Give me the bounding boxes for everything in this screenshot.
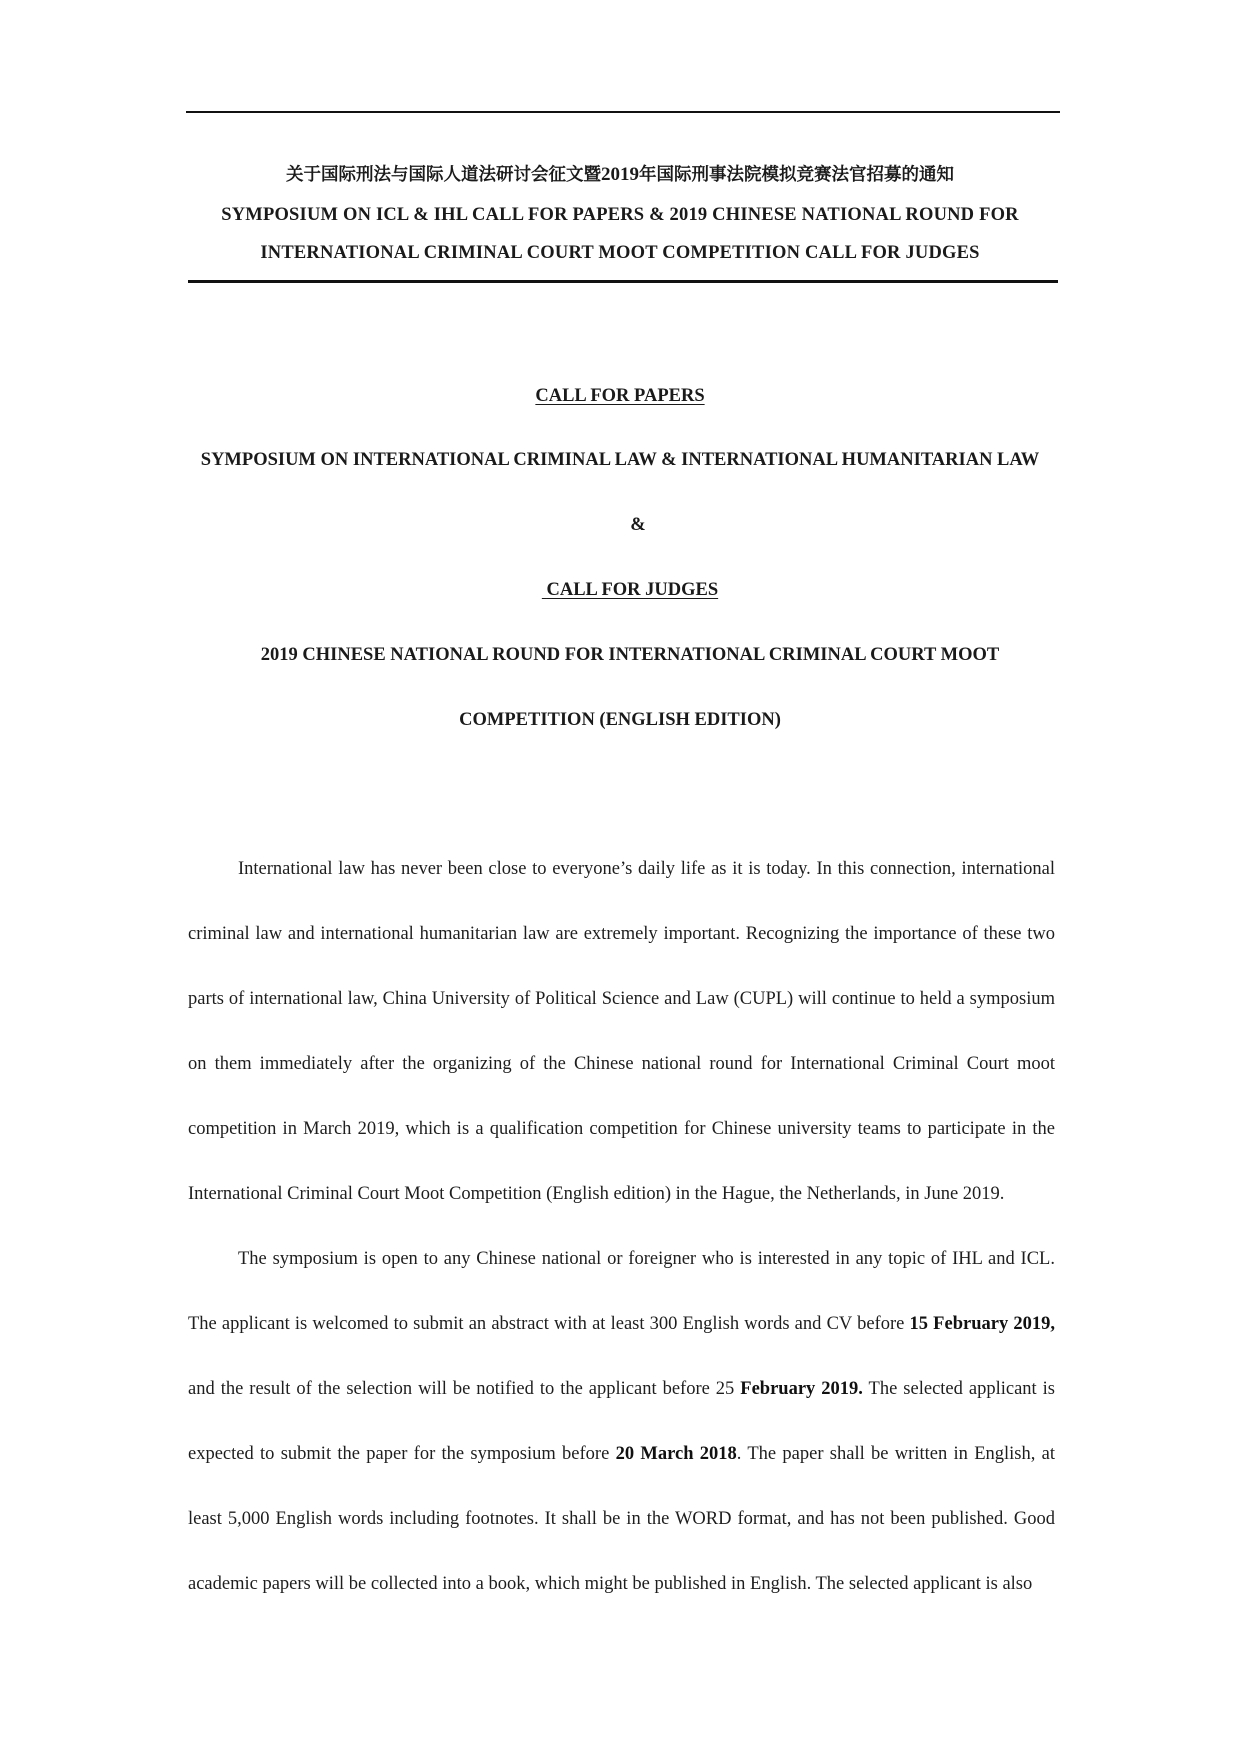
call-for-judges-label: CALL FOR JUDGES	[546, 580, 719, 600]
call-for-papers-heading	[0, 386, 1240, 407]
english-title-line1: SYMPOSIUM ON ICL & IHL CALL FOR PAPERS & 2019 CHINESE NATIONAL ROUND FOR	[221, 205, 1019, 225]
body-text	[188, 837, 1055, 1617]
call-for-judges-text	[542, 580, 718, 600]
ampersand-heading: &	[630, 515, 646, 535]
p2-text-e: The selected applicant is expected to submit the paper for the symposium before	[188, 1379, 1055, 1464]
call-for-papers-text: CALL FOR PAPERS	[535, 386, 705, 406]
deadline-notification: February 2019.	[740, 1379, 863, 1399]
header-top-rule	[186, 111, 1060, 113]
chinese-title-part1: 关于国际刑法与国际人道法研讨会征文暨	[286, 165, 601, 185]
symposium-heading: SYMPOSIUM ON INTERNATIONAL CRIMINAL LAW & INTERNATIONAL HUMANITARIAN LAW	[200, 450, 1040, 470]
p2-text-a: The symposium is open to any Chinese national or foreigner who is interested in any topic of IHL and ICL. The applicant is welcomed to submit an abstract with at least 300 English words and CV before	[188, 1249, 1055, 1334]
p2-text-g: . The paper shall be written in English, at least 5,000 English words including footnotes. It shall be in the WORD format, and has not been published. Good academic papers will be collected into a book, which might be published in English. The selected applicant is also	[188, 1444, 1055, 1594]
chinese-title-year: 2019	[601, 164, 639, 185]
national-round-heading-line2: COMPETITION (ENGLISH EDITION)	[459, 710, 781, 730]
english-title-line2: INTERNATIONAL CRIMINAL COURT MOOT COMPETITION CALL FOR JUDGES	[260, 243, 980, 263]
header-bottom-rule	[188, 280, 1058, 283]
call-for-judges-heading	[10, 580, 1240, 601]
paragraph-symposium	[188, 1227, 1055, 1617]
chinese-title	[0, 161, 1240, 186]
deadline-paper: 20 March 2018	[615, 1444, 737, 1464]
paragraph-intro: International law has never been close to everyone’s daily life as it is today. In this connection, international criminal law and international humanitarian law are extremely important. Recognizing the importance of these two parts of international law, China University of Political Science and Law (CUPL) will continue to held a symposium on them immediately after the organizing of the Chinese national round for International Criminal Court moot competition in March 2019, which is a qualification competition for Chinese university teams to participate in the International Criminal Court Moot Competition (English edition) in the Hague, the Netherlands, in June 2019.	[188, 859, 1055, 1204]
p2-text-c: and the result of the selection will be notified to the applicant before 25	[188, 1379, 741, 1399]
chinese-title-part2: 年国际刑事法院模拟竞赛法官招募的通知	[639, 165, 954, 185]
deadline-abstract: 15 February 2019,	[909, 1314, 1055, 1334]
national-round-heading-line1: 2019 CHINESE NATIONAL ROUND FOR INTERNATIONAL CRIMINAL COURT MOOT	[260, 645, 1000, 665]
